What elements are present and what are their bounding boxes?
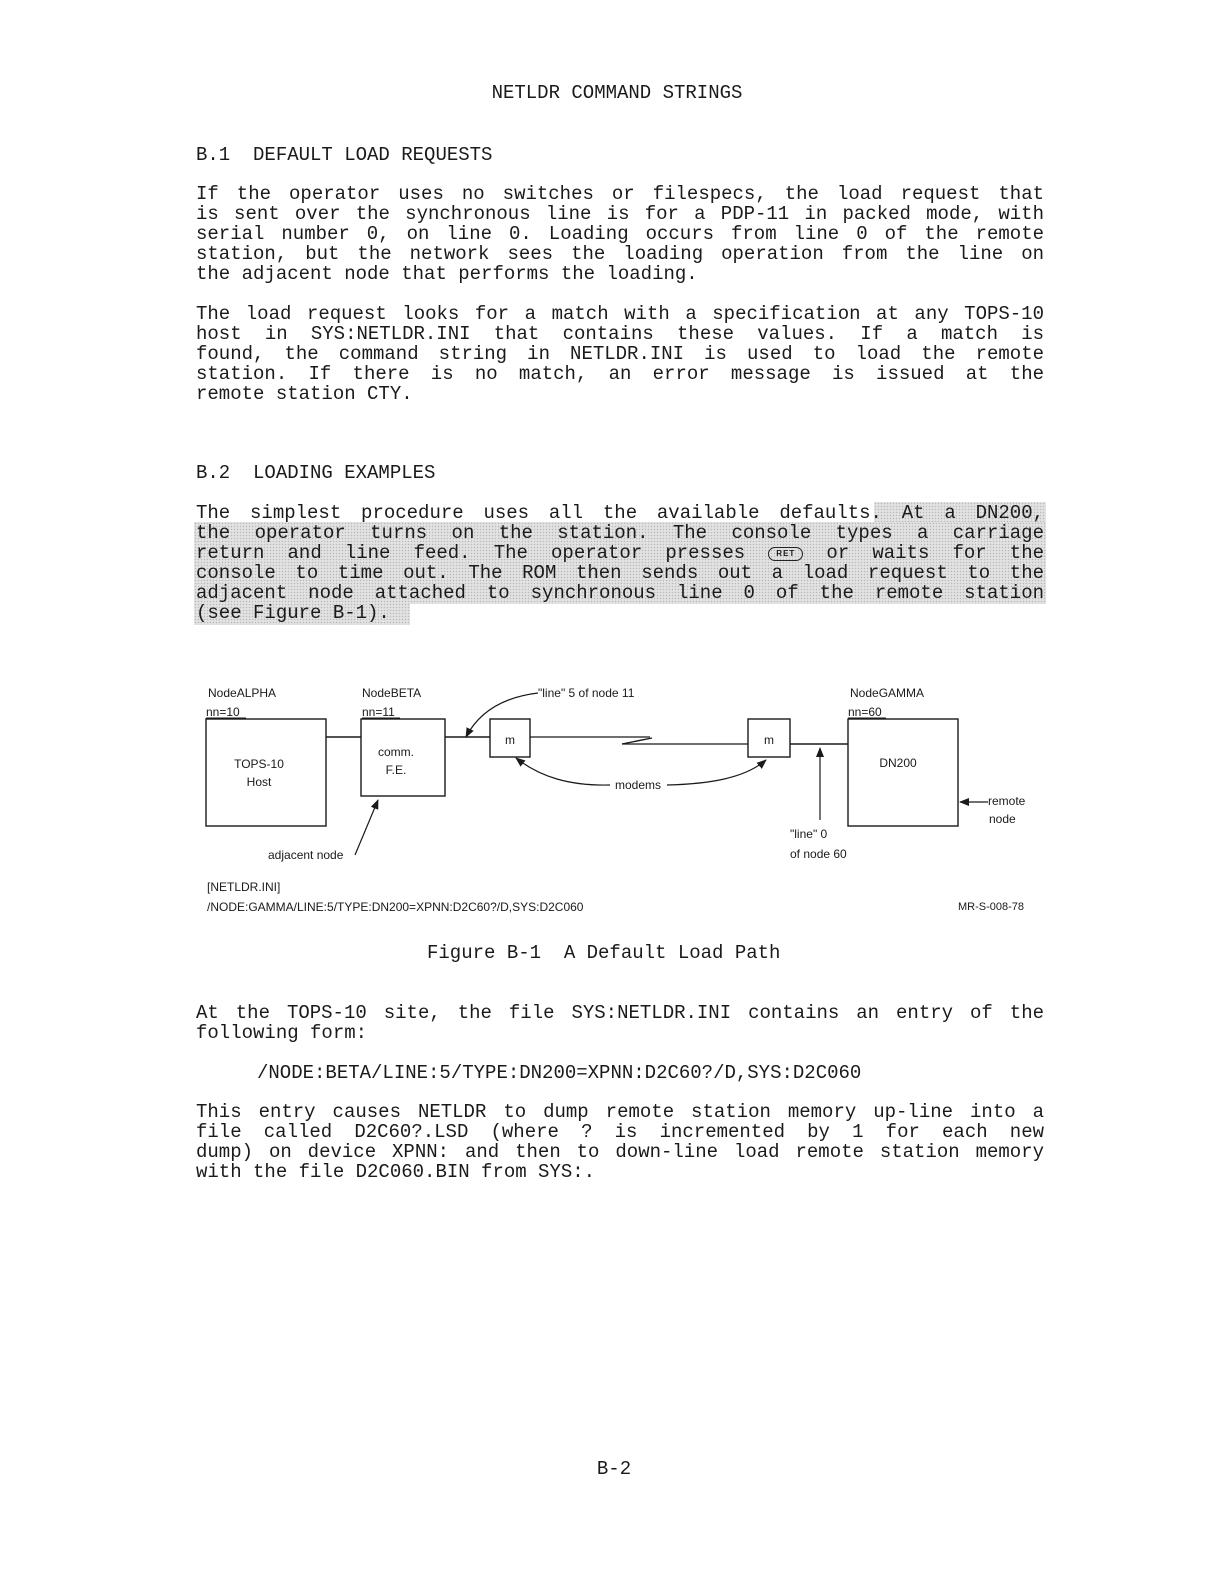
node-beta-nn: nn=11 <box>362 705 395 719</box>
text-line: If the operator uses no switches or filespecs, the load request that <box>196 183 1044 205</box>
node-gamma-nn: nn=60 <box>848 705 882 719</box>
tops10-label: TOPS-10 <box>234 757 284 771</box>
section-b1-heading: B.1 DEFAULT LOAD REQUESTS <box>196 144 493 166</box>
text-line: host in SYS:NETLDR.INI that contains these values. If a match is <box>196 323 1044 345</box>
page-number: B-2 <box>596 1458 632 1480</box>
command-string: /NODE:BETA/LINE:5/TYPE:DN200=XPNN:D2C60?/D,SYS:D2C060 <box>257 1062 862 1084</box>
text-line: with the file D2C060.BIN from SYS:. <box>196 1161 596 1183</box>
shaded-text: return and line feed. The operator presses <box>196 542 746 564</box>
fe-label: F.E. <box>385 763 407 777</box>
text-line: console to time out. The ROM then sends out a load request to the <box>196 562 1044 584</box>
text-line: At the TOPS-10 site, the file SYS:NETLDR.INI contains an entry of the <box>196 1002 1044 1024</box>
line0-node-label: of node 60 <box>790 847 847 861</box>
line0-label: "line" 0 <box>790 827 828 841</box>
text-line: found, the command string in NETLDR.INI is used to load the remote <box>196 343 1044 365</box>
text-line: (see Figure B-1). <box>196 602 390 624</box>
node-beta-name: NodeBETA <box>362 686 422 700</box>
text-line <box>196 503 1044 523</box>
node-alpha-nn: nn=10 <box>206 705 240 719</box>
section-b2-heading: B.2 LOADING EXAMPLES <box>196 462 436 484</box>
dn200-box <box>848 719 958 826</box>
after-figure-para1 <box>196 1003 1044 1043</box>
ini-entry: /NODE:GAMMA/LINE:5/TYPE:DN200=XPNN:D2C60?/D,SYS:D2C060 <box>207 900 584 914</box>
text-line: following form: <box>196 1022 368 1044</box>
shaded-text: At a DN200, <box>901 502 1044 524</box>
text-line: station. If there is no match, an error message is issued at the <box>196 363 1044 385</box>
shaded-text: or waits for the <box>826 542 1044 564</box>
section-b1-para2 <box>196 304 1044 404</box>
text-line: remote station CTY. <box>196 383 413 405</box>
node-label: node <box>989 812 1016 826</box>
remote-label: remote <box>988 794 1026 808</box>
text-line: dump) on device XPNN: and then to down-line load remote station memory <box>196 1141 1044 1163</box>
text-line: file called D2C60?.LSD (where ? is incremented by 1 for each new <box>196 1121 1044 1143</box>
section-b2-para1 <box>196 503 1044 623</box>
figure-b1-diagram <box>0 670 1224 920</box>
text-line: is sent over the synchronous line is for a PDP-11 in packed mode, with <box>196 203 1044 225</box>
ret-key-icon: RET <box>768 547 803 561</box>
adjacent-node-label: adjacent node <box>268 848 344 862</box>
modem-label: m <box>764 733 774 747</box>
comm-label: comm. <box>378 745 414 759</box>
line-break-mark <box>622 738 652 744</box>
modems-arrow-right <box>667 760 766 785</box>
line5-arrow <box>466 693 538 737</box>
plain-text: The simplest procedure uses all the available defaults. <box>196 502 882 524</box>
text-line <box>196 543 1044 563</box>
node-alpha-name: NodeALPHA <box>208 686 277 700</box>
text-line: the adjacent node that performs the loading. <box>196 263 698 285</box>
dn200-label: DN200 <box>879 756 917 770</box>
text-line: serial number 0, on line 0. Loading occurs from line 0 of the remote <box>196 223 1044 245</box>
after-figure-para2 <box>196 1102 1044 1182</box>
node-gamma-name: NodeGAMMA <box>850 686 925 700</box>
modem-label: m <box>505 733 515 747</box>
adjacent-node-arrow <box>355 800 378 855</box>
figure-caption: Figure B-1 A Default Load Path <box>427 942 781 964</box>
ini-title: [NETLDR.INI] <box>207 880 281 894</box>
text-line: station, but the network sees the loading operation from the line on <box>196 243 1044 265</box>
text-line: adjacent node attached to synchronous line 0 of the remote station <box>196 582 1044 604</box>
text-line: the operator turns on the station. The console types a carriage <box>196 522 1044 544</box>
page-header: NETLDR COMMAND STRINGS <box>491 82 743 104</box>
modems-label: modems <box>614 778 662 792</box>
text-line: This entry causes NETLDR to dump remote station memory up-line into a <box>196 1101 1044 1123</box>
tops10-host-box <box>206 719 326 826</box>
modems-arrow-left <box>516 758 610 785</box>
section-b1-para1 <box>196 184 1044 284</box>
host-label: Host <box>246 775 272 789</box>
figure-code: MR-S-008-78 <box>958 901 1025 913</box>
text-line: The load request looks for a match with a specification at any TOPS-10 <box>196 303 1044 325</box>
line5-label: "line" 5 of node 11 <box>538 686 635 700</box>
